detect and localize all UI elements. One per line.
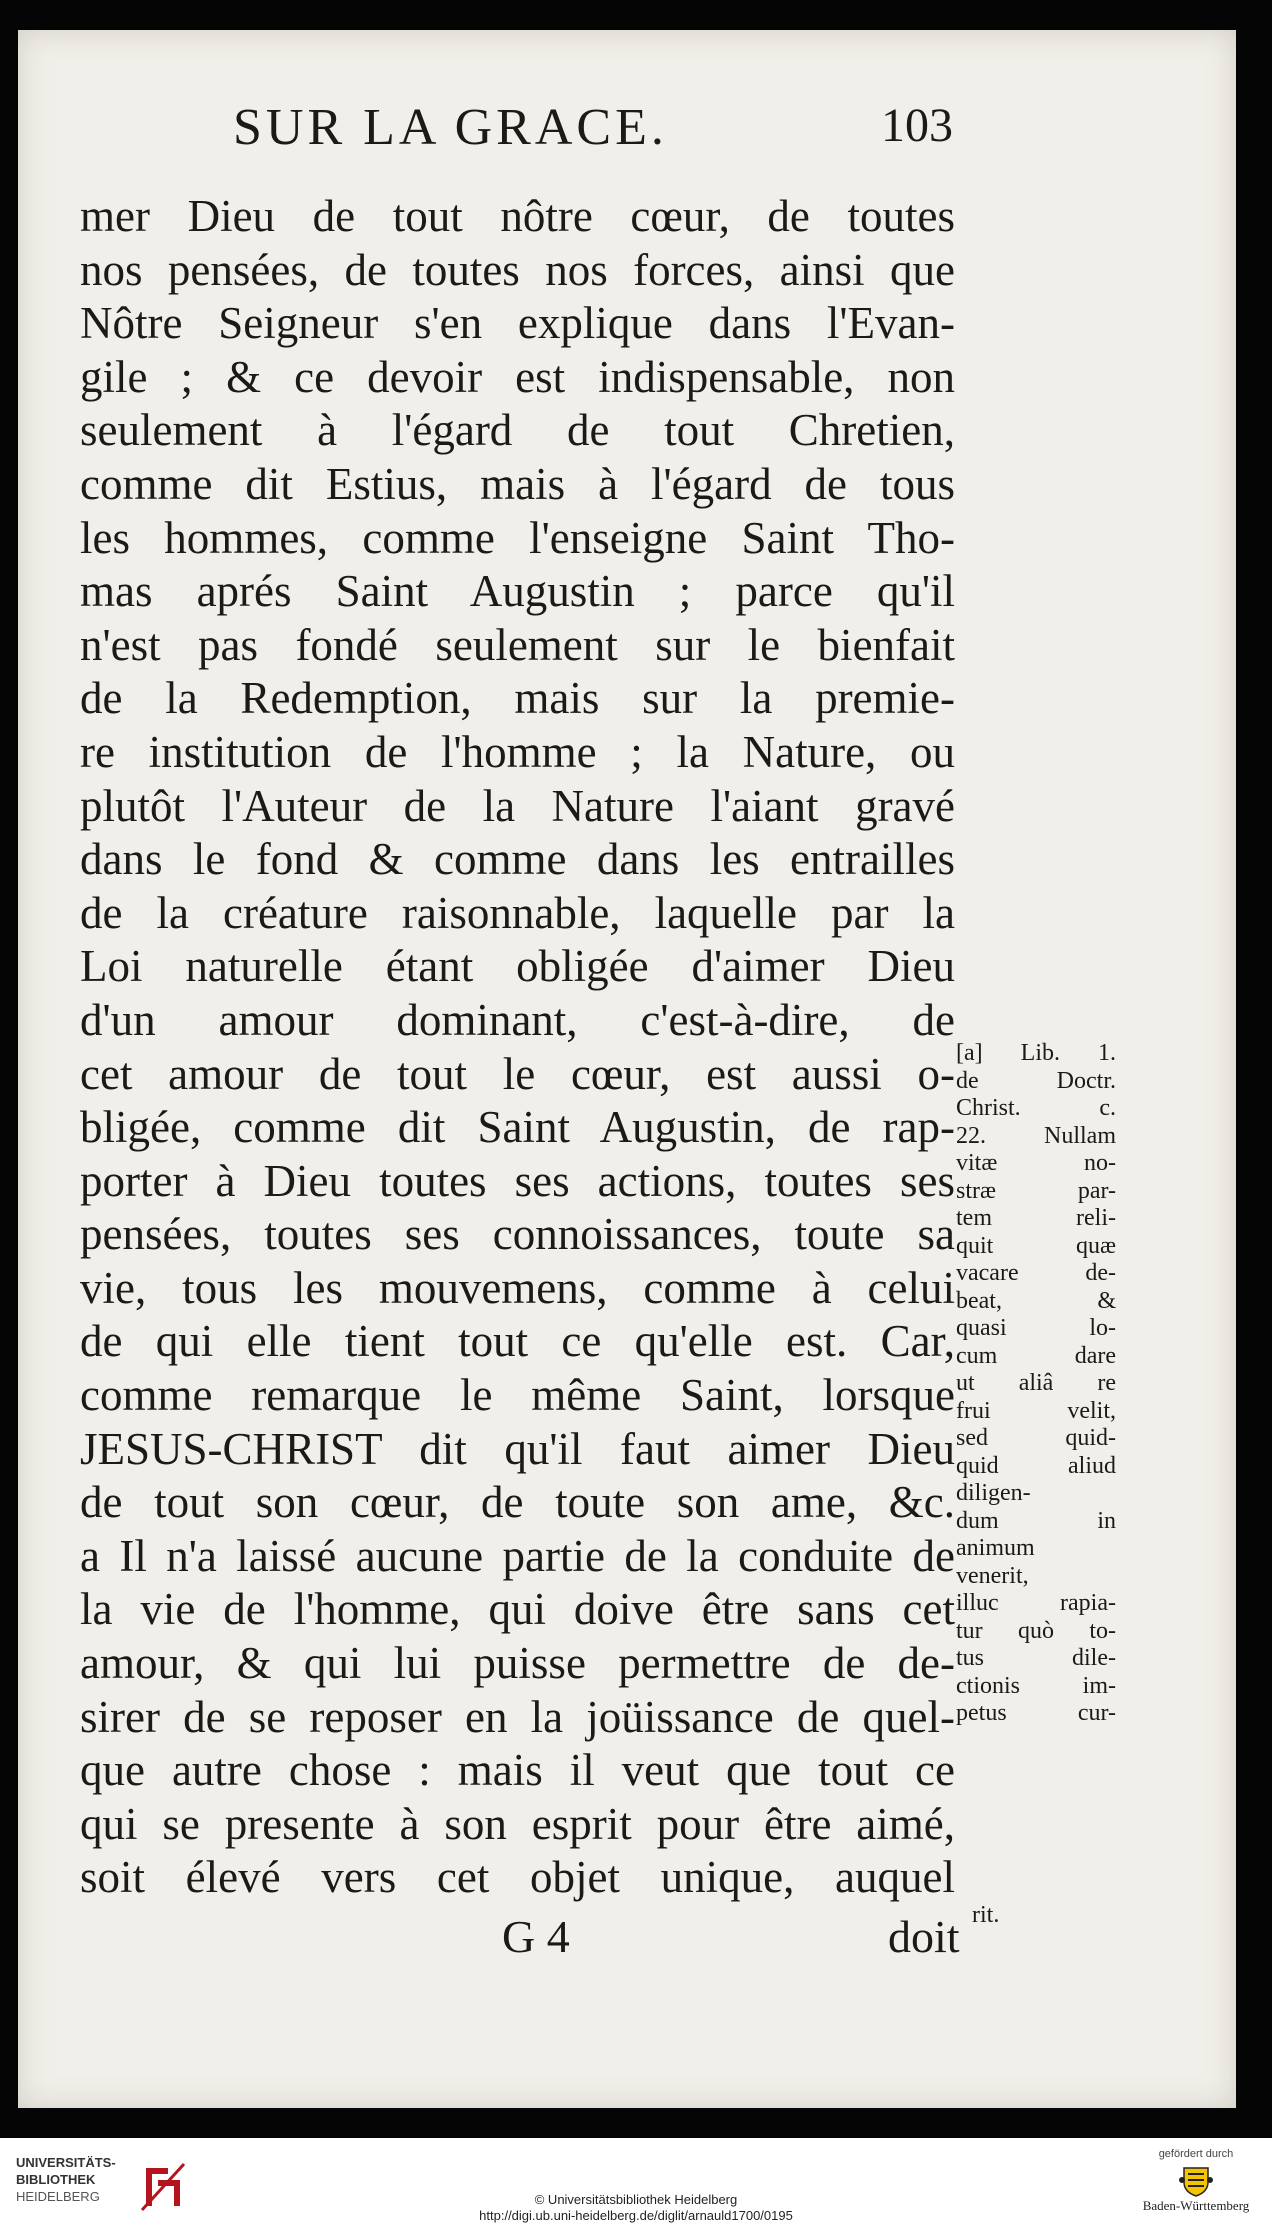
- text-line: qui se presente à son esprit pour être aimé,: [80, 1798, 955, 1849]
- note-line: dum in: [956, 1507, 1116, 1534]
- text-line: comme remarque le même Saint, lorsque: [80, 1370, 955, 1421]
- book-page: [18, 30, 1236, 2108]
- note-line: quid aliud: [956, 1452, 1116, 1479]
- note-line: de Doctr.: [956, 1067, 1116, 1094]
- note-line: quasi lo-: [956, 1315, 1116, 1341]
- text-line: plutôt l'Auteur de la Nature l'aiant gravé: [80, 780, 955, 831]
- note-line: Christ. c.: [956, 1095, 1116, 1121]
- note-line: beat, &: [956, 1287, 1116, 1314]
- copyright-text: © Universitätsbibliothek Heidelberg: [534, 2192, 738, 2207]
- sponsor[interactable]: [1136, 2148, 1256, 2214]
- library-name-line: UNIVERSITÄTS-: [16, 2155, 116, 2170]
- note-line: frui velit,: [956, 1397, 1116, 1424]
- text-line: amour, & qui lui puisse permettre de de-: [80, 1638, 955, 1689]
- sponsor-label: gefördert durch: [1158, 2148, 1234, 2160]
- text-line: mas aprés Saint Augustin ; parce qu'il: [80, 566, 955, 617]
- text-line: n'est pas fondé seulement sur le bienfait: [80, 619, 955, 670]
- text-line: que autre chose : mais il veut que tout ce: [80, 1745, 955, 1796]
- note-line: cum dare: [956, 1342, 1116, 1369]
- note-line: animum: [956, 1535, 1035, 1561]
- text-line: sirer de se reposer en la joüissance de quel-: [80, 1691, 955, 1742]
- permalink[interactable]: http://digi.ub.uni-heidelberg.de/diglit/arnauld1700/0195: [479, 2208, 793, 2223]
- note-line: tur quò to-: [956, 1617, 1116, 1644]
- note-line: venerit,: [956, 1562, 1029, 1589]
- main-text: [80, 190, 955, 1905]
- note-line: sed quid-: [956, 1425, 1116, 1451]
- note-line: stræ par-: [956, 1177, 1116, 1204]
- text-line: comme dit Estius, mais à l'égard de tous: [80, 458, 955, 509]
- text-line: vie, tous les mouvemens, comme à celui: [80, 1262, 955, 1313]
- note-line: tus dile-: [956, 1645, 1116, 1671]
- text-line: Nôtre Seigneur s'en explique dans l'Evan-: [80, 298, 955, 349]
- text-line: cet amour de tout le cœur, est aussi o-: [80, 1048, 955, 1099]
- text-line: pensées, toutes ses connoissances, toute sa: [80, 1209, 955, 1260]
- note-line: vitæ no-: [956, 1150, 1116, 1176]
- text-line: de la Redemption, mais sur la premie-: [80, 673, 955, 724]
- text-line: la vie de l'homme, qui doive être sans cet: [80, 1584, 955, 1635]
- text-line: a Il n'a laissé aucune partie de la conduite de: [80, 1530, 955, 1581]
- note-line: diligen-: [956, 1480, 1031, 1506]
- library-name-line: HEIDELBERG: [16, 2189, 100, 2204]
- note-line: petus cur-: [956, 1700, 1116, 1726]
- coat-of-arms-icon: [1178, 2164, 1214, 2198]
- marginal-note: [956, 1040, 1116, 1728]
- page-number: 103: [881, 99, 953, 152]
- note-line: illuc rapia-: [956, 1590, 1116, 1616]
- text-line: seulement à l'égard de tout Chretien,: [80, 405, 955, 456]
- signature-mark: G 4: [502, 1911, 570, 1962]
- text-line: nos pensées, de toutes nos forces, ainsi que: [80, 244, 955, 295]
- catchword: doit: [888, 1911, 960, 1962]
- viewer-footer: [0, 2138, 1272, 2228]
- text-line: mer Dieu de tout nôtre cœur, de toutes: [80, 191, 955, 241]
- text-line: les hommes, comme l'enseigne Saint Tho-: [80, 512, 955, 563]
- note-line: quit quæ: [956, 1232, 1116, 1259]
- text-line: gile ; & ce devoir est indispensable, non: [80, 351, 955, 402]
- note-line: vacare de-: [956, 1260, 1116, 1286]
- note-line: [a] Lib. 1.: [956, 1040, 1116, 1066]
- page-header: [233, 98, 953, 188]
- text-line: porter à Dieu toutes ses actions, toutes ses: [80, 1155, 955, 1206]
- text-line: de qui elle tient tout ce qu'elle est. Car,: [80, 1316, 955, 1367]
- marginal-note-tail: rit.: [972, 1902, 1000, 1928]
- text-line: dans le fond & comme dans les entrailles: [80, 834, 955, 885]
- text-line: d'un amour dominant, c'est-à-dire, de: [80, 994, 955, 1045]
- text-line: de tout son cœur, de toute son ame, &c.: [80, 1477, 955, 1528]
- text-line: de la créature raisonnable, laquelle par la: [80, 887, 955, 938]
- text-line: JESUS-CHRIST dit qu'il faut aimer Dieu: [80, 1423, 955, 1474]
- note-line: ctionis im-: [956, 1672, 1116, 1699]
- text-line: bligée, comme dit Saint Augustin, de rap-: [80, 1102, 955, 1153]
- running-title: SUR LA GRACE.: [233, 99, 668, 156]
- note-line: ut aliâ re: [956, 1370, 1116, 1396]
- note-line: 22. Nullam: [956, 1122, 1116, 1149]
- text-line: soit élevé vers cet objet unique, auquel: [80, 1852, 955, 1903]
- text-line: re institution de l'homme ; la Nature, ou: [80, 726, 955, 777]
- text-line: Loi naturelle étant obligée d'aimer Dieu: [80, 941, 955, 992]
- sponsor-name: Baden-Württemberg: [1142, 2198, 1250, 2213]
- note-line: tem reli-: [956, 1205, 1116, 1231]
- library-name-line: BIBLIOTHEK: [16, 2172, 96, 2187]
- copyright-notice: [0, 2192, 1272, 2224]
